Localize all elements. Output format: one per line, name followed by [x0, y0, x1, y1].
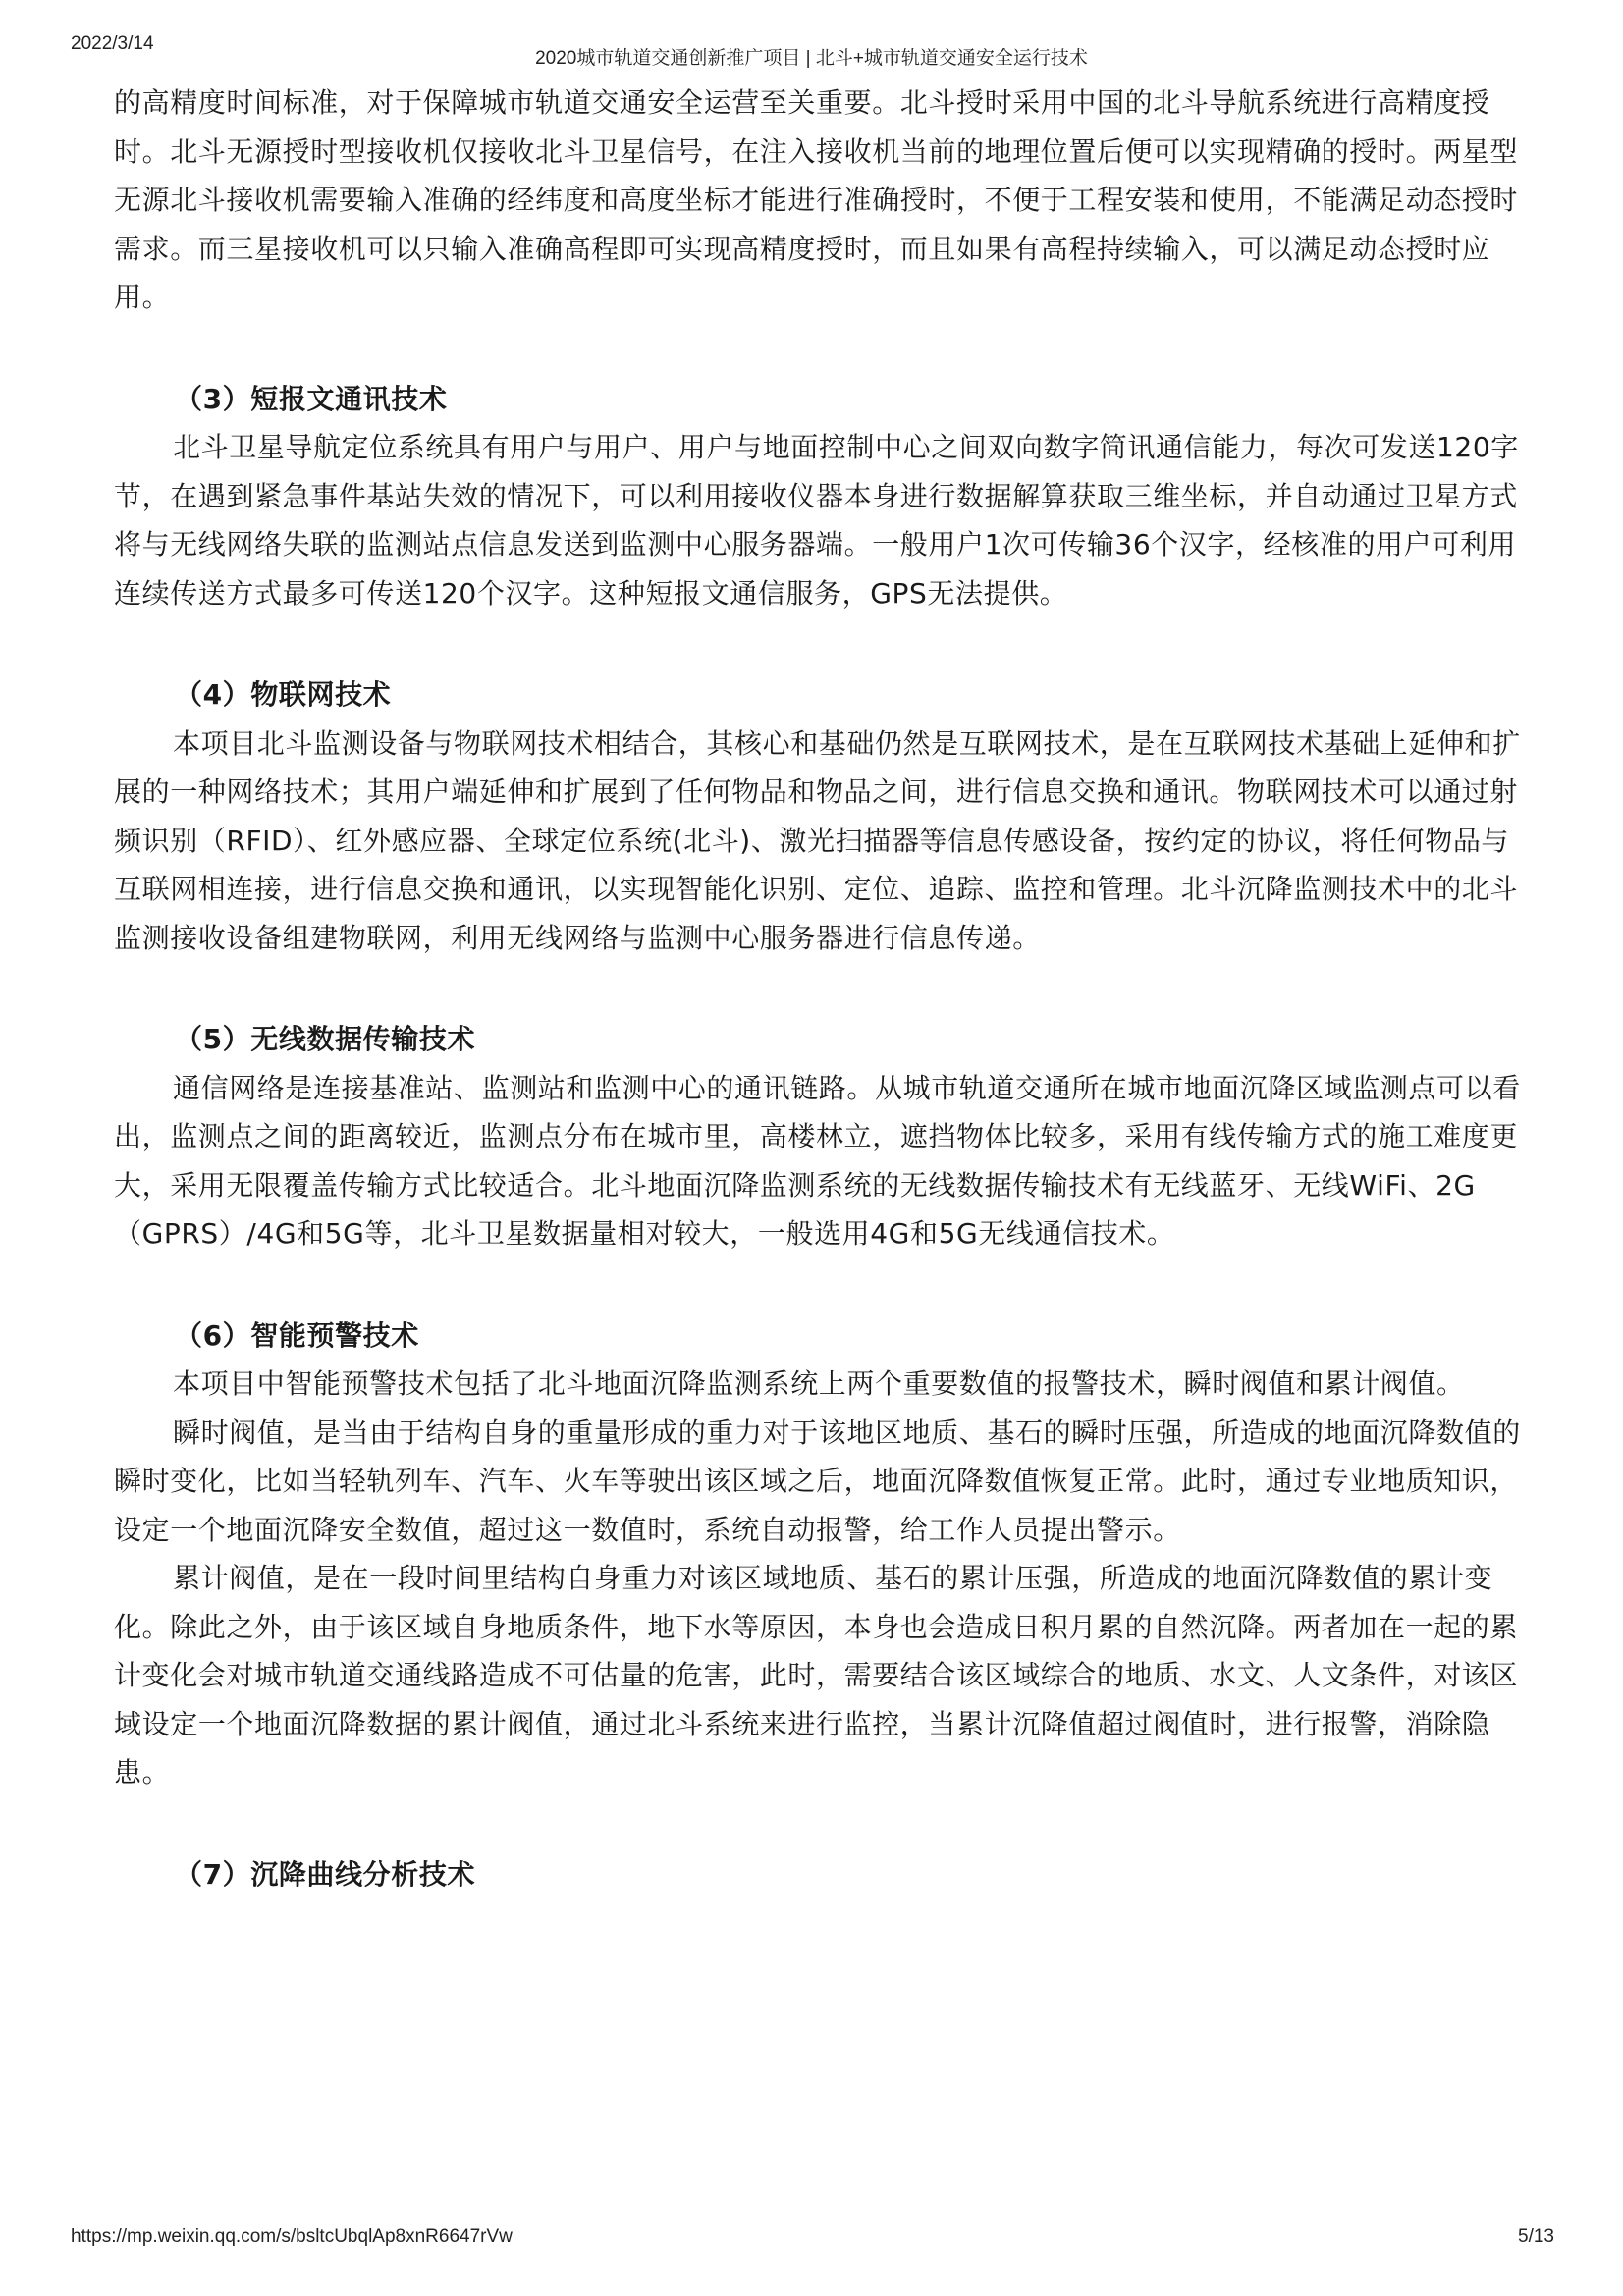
print-header [0, 26, 1623, 69]
section-heading: （5）无线数据传输技术 [175, 1023, 476, 1055]
print-date: 2022/3/14 [71, 33, 154, 54]
print-title: 2020城市轨道交通创新推广项目 | 北斗+城市轨道交通安全运行技术 [535, 48, 1088, 69]
paragraph: 通信网络是连接基准站、监测站和监测中心的通讯链路。从城市轨道交通所在城市地面沉降区域监测点可以看出，监测点之间的距离较近，监测点分布在城市里，高楼林立，遮挡物体比较多，采用有线传输方式的施工难度更大，采用无限覆盖传输方式比较适合。北斗地面沉降监测系统的无线数据传输技术有无线蓝牙、无线WiFi、2G（GPRS）/4G和5G等，北斗卫星数据量相对较大，一般选用4G和5G无线通信技术。 [114, 1071, 1521, 1250]
page-number: 5/13 [1518, 2226, 1554, 2247]
page-url: https://mp.weixin.qq.com/s/bsltcUbqlAp8xnR6647rVw [71, 2226, 513, 2247]
print-footer [0, 2226, 1623, 2256]
paragraph: 瞬时阀值，是当由于结构自身的重量形成的重力对于该地区地质、基石的瞬时压强，所造成的地面沉降数值的瞬时变化，比如当轻轨列车、汽车、火车等驶出该区域之后，地面沉降数值恢复正常。此时，通过专业地质知识，设定一个地面沉降安全数值，超过这一数值时，系统自动报警，给工作人员提出警示。 [114, 1415, 1521, 1546]
paragraph: 本项目中智能预警技术包括了北斗地面沉降监测系统上两个重要数值的报警技术，瞬时阀值和累计阀值。 [173, 1367, 1465, 1400]
paragraph: 本项目北斗监测设备与物联网技术相结合，其核心和基础仍然是互联网技术，是在互联网技术基础上延伸和扩展的一种网络技术；其用户端延伸和扩展到了任何物品和物品之间，进行信息交换和通讯。物联网技术可以通过射频识别（RFID）、红外感应器、全球定位系统(北斗)、激光扫描器等信息传感设备，按约定的协议，将任何物品与互联网相连接，进行信息交换和通讯，以实现智能化识别、定位、追踪、监控和管理。北斗沉降监测技术中的北斗监测接收设备组建物联网，利用无线网络与监测中心服务器进行信息传递。 [114, 726, 1521, 954]
intro-paragraph: 的高精度时间标准，对于保障城市轨道交通安全运营至关重要。北斗授时采用中国的北斗导航系统进行高精度授时。北斗无源授时型接收机仅接收北斗卫星信号，在注入接收机当前的地理位置后便可以实现精确的授时。两星型无源北斗接收机需要输入准确的经纬度和高度坐标才能进行准确授时，不便于工程安装和使用，不能满足动态授时需求。而三星接收机可以只输入准确高程即可实现高精度授时，而且如果有高程持续输入，可以满足动态授时应用。 [114, 86, 1519, 313]
section-heading: （6）智能预警技术 [175, 1318, 419, 1352]
paragraph: 累计阀值，是在一段时间里结构自身重力对该区域地质、基石的累计压强，所造成的地面沉降数值的累计变化。除此之外，由于该区域自身地质条件，地下水等原因，本身也会造成日积月累的自然沉降。两者加在一起的累计变化会对城市轨道交通线路造成不可估量的危害，此时，需要结合该区域综合的地质、水文、人文条件，对该区域设定一个地面沉降数据的累计阀值，通过北斗系统来进行监控，当累计沉降值超过阀值时，进行报警，消除隐患。 [114, 1562, 1519, 1789]
article-body [114, 79, 1528, 1898]
paragraph: 北斗卫星导航定位系统具有用户与用户、用户与地面控制中心之间双向数字简讯通信能力，每次可发送120字节，在遇到紧急事件基站失效的情况下，可以利用接收仪器本身进行数据解算获取三维坐标，并自动通过卫星方式将与无线网络失联的监测站点信息发送到监测中心服务器端。一般用户1次可传输36个汉字，经核准的用户可利用连续传送方式最多可传送120个汉字。这种短报文通信服务，GPS无法提供。 [114, 431, 1519, 610]
section-heading: （4）物联网技术 [175, 678, 392, 711]
section-heading: （3）短报文通讯技术 [175, 382, 448, 415]
section-heading: （7）沉降曲线分析技术 [175, 1857, 476, 1891]
